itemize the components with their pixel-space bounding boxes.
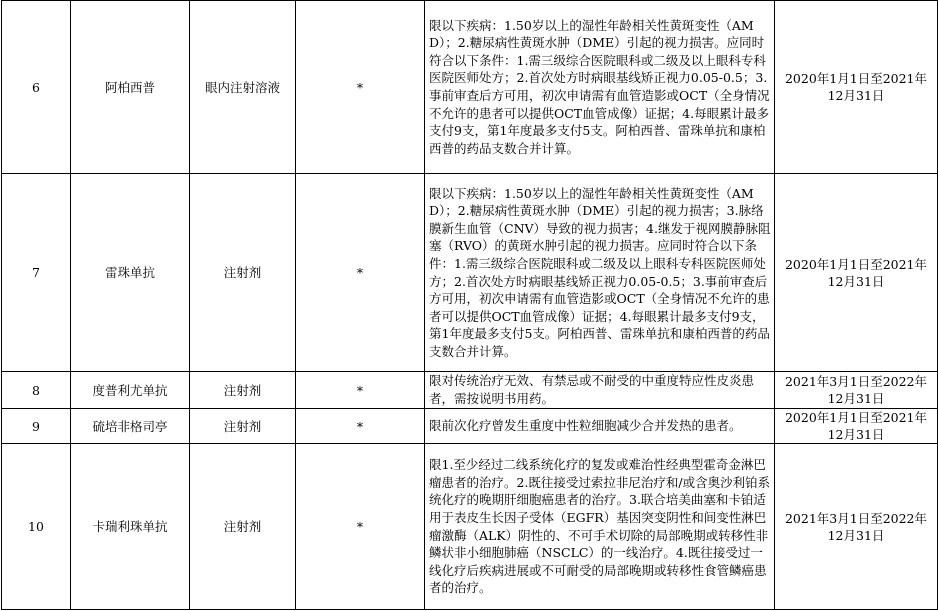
row-number: 9 bbox=[2, 409, 71, 444]
drug-name: 硫培非格司亭 bbox=[71, 409, 190, 444]
agreement-period bbox=[775, 174, 938, 372]
dosage-form: 注射剂 bbox=[190, 174, 296, 372]
period-end: 12月31日 bbox=[827, 391, 885, 406]
period-start: 2021年3月1日至2022年 bbox=[784, 374, 928, 389]
mark-cell: * bbox=[296, 444, 425, 610]
agreement-period bbox=[775, 444, 938, 610]
agreement-period bbox=[775, 409, 938, 444]
drug-name: 雷珠单抗 bbox=[71, 174, 190, 372]
table-row bbox=[2, 1, 938, 174]
period-end: 12月31日 bbox=[827, 527, 885, 543]
period-end: 12月31日 bbox=[827, 88, 885, 103]
payment-conditions: 限1.至少经过二线系统化疗的复发或难治性经典型霍奇金淋巴瘤患者的治疗。2.既往接受过索拉非尼治疗和/或含奥沙利铂系统化疗的晚期肝细胞癌患者的治疗。3.联合培美曲塞和卡铂适用于表皮生长因子受体（EGFR）基因突变阴性和间变性淋巴瘤激酶（ALK）阴性的、不可手术切除的局部晚期或转移性非鳞状非小细胞肺癌（NSCLC）的一线治疗。4.既往接受过一线化疗后疾病进展或不可耐受的局部晚期或转移性食管鳞癌患者的治疗。 bbox=[425, 444, 775, 610]
row-number: 8 bbox=[2, 372, 71, 409]
dosage-form: 注射剂 bbox=[190, 372, 296, 409]
period-end: 12月31日 bbox=[827, 273, 885, 289]
mark-cell: * bbox=[296, 1, 425, 174]
table-row bbox=[2, 174, 938, 372]
payment-conditions: 限前次化疗曾发生重度中性粒细胞减少合并发热的患者。 bbox=[425, 409, 775, 444]
mark-cell: * bbox=[296, 409, 425, 444]
payment-conditions: 限以下疾病：1.50岁以上的湿性年龄相关性黄斑变性（AMD）；2.糖尿病性黄斑水肿（DME）引起的视力损害。应同时符合以下条件：1.需三级综合医院眼科或二级及以上眼科专科医院医师处方；2.首次处方时病眼基线矫正视力0.05-0.5；3.事前审查后方可用，初次申请需有血管造影或OCT（全身情况不允许的患者可以提供OCT血管成像）证据；4.每眼累计最多支付9支，第1年度最多支付5支。阿柏西普、雷珠单抗和康柏西普的药品支数合并计算。 bbox=[425, 1, 775, 174]
mark-cell: * bbox=[296, 372, 425, 409]
dosage-form: 注射剂 bbox=[190, 444, 296, 610]
table-row bbox=[2, 444, 938, 610]
period-start: 2020年1月1日至2021年 bbox=[784, 71, 928, 86]
drug-name: 卡瑞利珠单抗 bbox=[71, 444, 190, 610]
period-start: 2020年1月1日至2021年 bbox=[784, 410, 928, 425]
payment-conditions: 限以下疾病：1.50岁以上的湿性年龄相关性黄斑变性（AMD）；2.糖尿病性黄斑水肿（DME）引起的视力损害；3.脉络膜新生血管（CNV）导致的视力损害；4.继发于视网膜静脉阻塞（RVO）的黄斑水肿引起的视力损害。应同时符合以下条件：1.需三级综合医院眼科或二级及以上眼科专科医院医师处方；2.首次处方时病眼基线矫正视力0.05-0.5；3.事前审查后方可用，初次申请需有血管造影或OCT（全身情况不允许的患者可以提供OCT血管成像）证据；4.每眼累计最多支付9支，第1年度最多支付5支。阿柏西普、雷珠单抗和康柏西普的药品支数合并计算。 bbox=[425, 174, 775, 372]
agreement-period bbox=[775, 372, 938, 409]
row-number: 6 bbox=[2, 1, 71, 174]
agreement-period bbox=[775, 1, 938, 174]
drug-list-table bbox=[1, 0, 938, 610]
payment-conditions: 限对传统治疗无效、有禁忌或不耐受的中重度特应性皮炎患者，需按说明书用药。 bbox=[425, 372, 775, 409]
period-end: 12月31日 bbox=[827, 427, 885, 442]
dosage-form: 眼内注射溶液 bbox=[190, 1, 296, 174]
mark-cell: * bbox=[296, 174, 425, 372]
drug-name: 度普利尤单抗 bbox=[71, 372, 190, 409]
row-number: 10 bbox=[2, 444, 71, 610]
row-number: 7 bbox=[2, 174, 71, 372]
drug-name: 阿柏西普 bbox=[71, 1, 190, 174]
table-row bbox=[2, 372, 938, 409]
period-start: 2021年3月1日至2022年 bbox=[784, 510, 928, 526]
table-row bbox=[2, 409, 938, 444]
period-start: 2020年1月1日至2021年 bbox=[784, 256, 928, 272]
dosage-form: 注射剂 bbox=[190, 409, 296, 444]
